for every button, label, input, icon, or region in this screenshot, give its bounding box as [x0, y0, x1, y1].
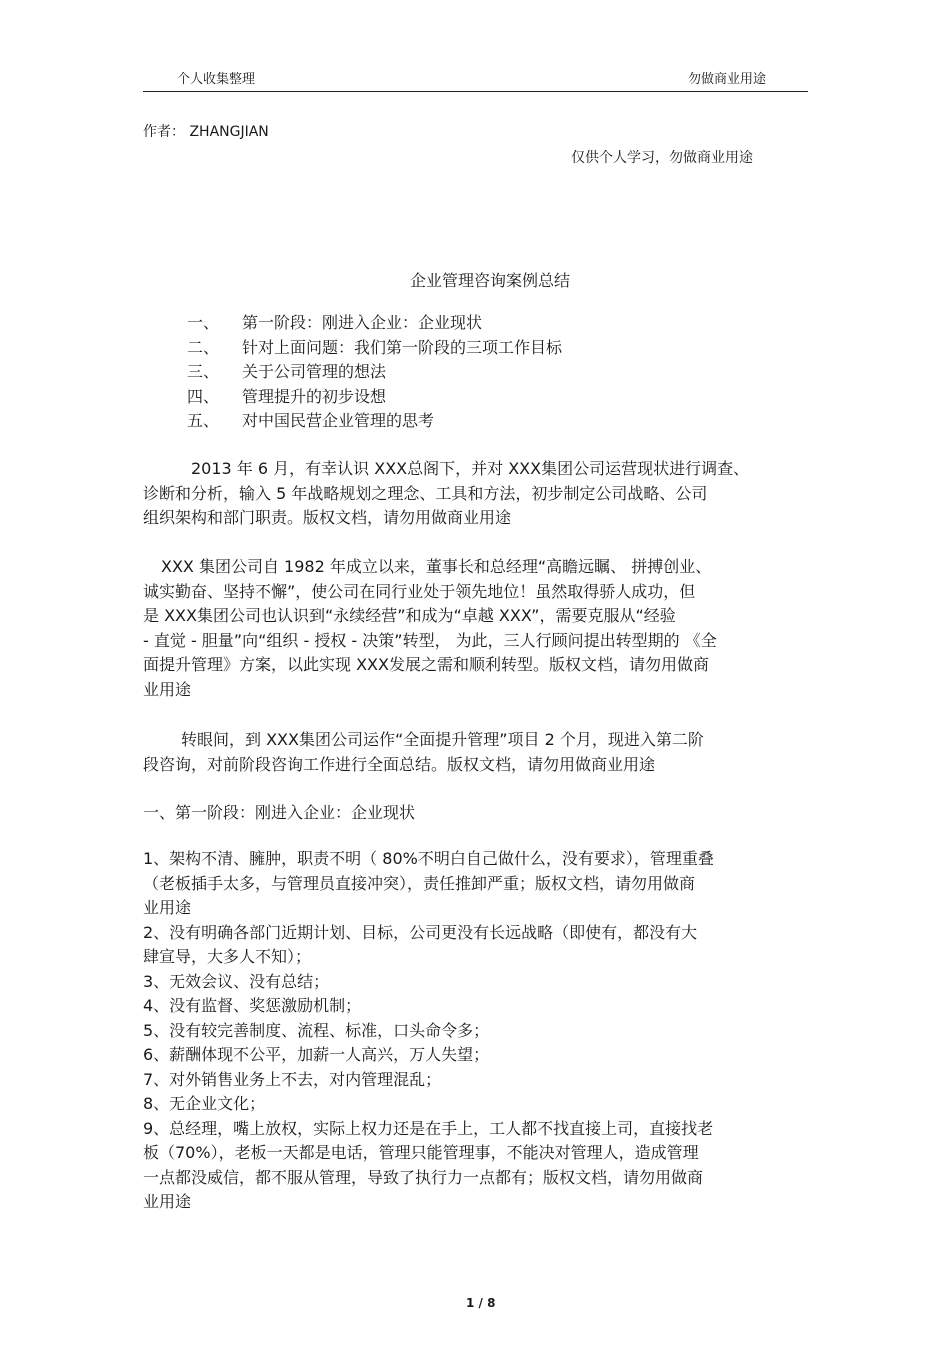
- list-line: 1、架构不清、臃肿，职责不明（ 80%不明白自己做什么，没有要求），管理重叠: [143, 849, 714, 868]
- toc-number: 五、: [187, 411, 220, 430]
- paragraph-line: 是 XXX集团公司也认识到“永续经营”和成为“卓越 XXX”，需要克服从“经验: [143, 606, 676, 625]
- page-number: 1 / 8: [466, 1296, 496, 1310]
- paragraph-line: - 直觉 - 胆量”向“组织 - 授权 - 决策”转型， 为此，三人行顾问提出转型期的 《全: [143, 630, 717, 650]
- list-line: 业用途: [143, 1192, 192, 1211]
- list-line: 5、没有较完善制度、流程、标准，口头命令多；: [143, 1020, 490, 1040]
- intro-paragraph: [143, 457, 749, 531]
- toc-text: 管理提升的初步设想: [242, 386, 387, 406]
- document-title: 企业管理咨询案例总结: [410, 271, 571, 290]
- list-line: 9、总经理，嘴上放权，实际上权力还是在手上，工人都不找直接上司，直接找老: [143, 1118, 714, 1138]
- toc-number: 三、: [187, 362, 220, 381]
- header-right: 勿做商业用途: [688, 72, 767, 87]
- list-line: 6、薪酬体现不公平，加薪一人高兴，万人失望；: [143, 1045, 490, 1064]
- paragraph-line: 诊断和分析，输入 5 年战略规划之理念、工具和方法，初步制定公司战略、公司: [143, 483, 708, 503]
- list-line: 板（70%），老板一天都是电话，管理只能管理事，不能决对管理人，造成管理: [143, 1143, 699, 1162]
- paragraph-line: 组织架构和部门职责。版权文档，请勿用做商业用途: [143, 508, 512, 527]
- header-left: 个人收集整理: [177, 72, 256, 87]
- list-line: （老板插手太多，与管理员直接冲突），责任推卸严重；版权文档，请勿用做商: [143, 873, 696, 893]
- list-line: 业用途: [143, 898, 192, 917]
- list-line: 4、没有监督、奖惩激励机制；: [143, 996, 362, 1015]
- toc-text: 对中国民营企业管理的思考: [242, 411, 435, 430]
- issue-list: [143, 847, 714, 1215]
- toc-number: 四、: [187, 386, 220, 406]
- toc-text: 关于公司管理的想法: [242, 362, 387, 381]
- paragraph-line: 面提升管理》方案，以此实现 XXX发展之需和顺利转型。版权文档，请勿用做商: [143, 655, 709, 674]
- list-line: 8、无企业文化；: [143, 1094, 266, 1113]
- usage-note: 仅供个人学习，勿做商业用途: [571, 150, 753, 166]
- list-line: 7、对外销售业务上不去，对内管理混乱；: [143, 1069, 442, 1089]
- list-line: 一点都没威信，都不服从管理，导致了执行力一点都有；版权文档，请勿用做商: [143, 1167, 704, 1187]
- toc-number: 一、: [187, 313, 220, 332]
- background-paragraph: [143, 555, 717, 702]
- paragraph-line: 2013 年 6 月，有幸认识 XXX总阁下，并对 XXX集团公司运营现状进行调查、: [191, 459, 750, 478]
- author-line: 作者： ZHANGJIAN: [143, 124, 269, 140]
- list-line: 肆宣导，大多人不知）；: [143, 947, 312, 966]
- toc-text: 第一阶段：刚进入企业：企业现状: [242, 313, 483, 332]
- section-heading: 一、第一阶段：刚进入企业：企业现状: [143, 803, 416, 822]
- toc-text: 针对上面问题：我们第一阶段的三项工作目标: [242, 337, 563, 357]
- toc-number: 二、: [187, 337, 220, 357]
- summary-paragraph: [143, 728, 704, 777]
- list-line: 2、没有明确各部门近期计划、目标，公司更没有长远战略（即使有，都没有大: [143, 922, 698, 942]
- paragraph-line: 诚实勤奋、坚持不懈”，使公司在同行业处于领先地位！虽然取得骄人成功，但: [143, 581, 696, 601]
- list-line: 3、无效会议、没有总结；: [143, 971, 330, 991]
- paragraph-line: 业用途: [143, 679, 192, 699]
- header-rule: [143, 91, 808, 92]
- paragraph-line: XXX 集团公司自 1982 年成立以来，董事长和总经理“高瞻远瞩、 拼搏创业、: [161, 557, 712, 576]
- paragraph-line: 转眼间，到 XXX集团公司运作“全面提升管理”项目 2 个月，现进入第二阶: [181, 730, 704, 749]
- paragraph-line: 段咨询，对前阶段咨询工作进行全面总结。版权文档，请勿用做商业用途: [143, 754, 656, 774]
